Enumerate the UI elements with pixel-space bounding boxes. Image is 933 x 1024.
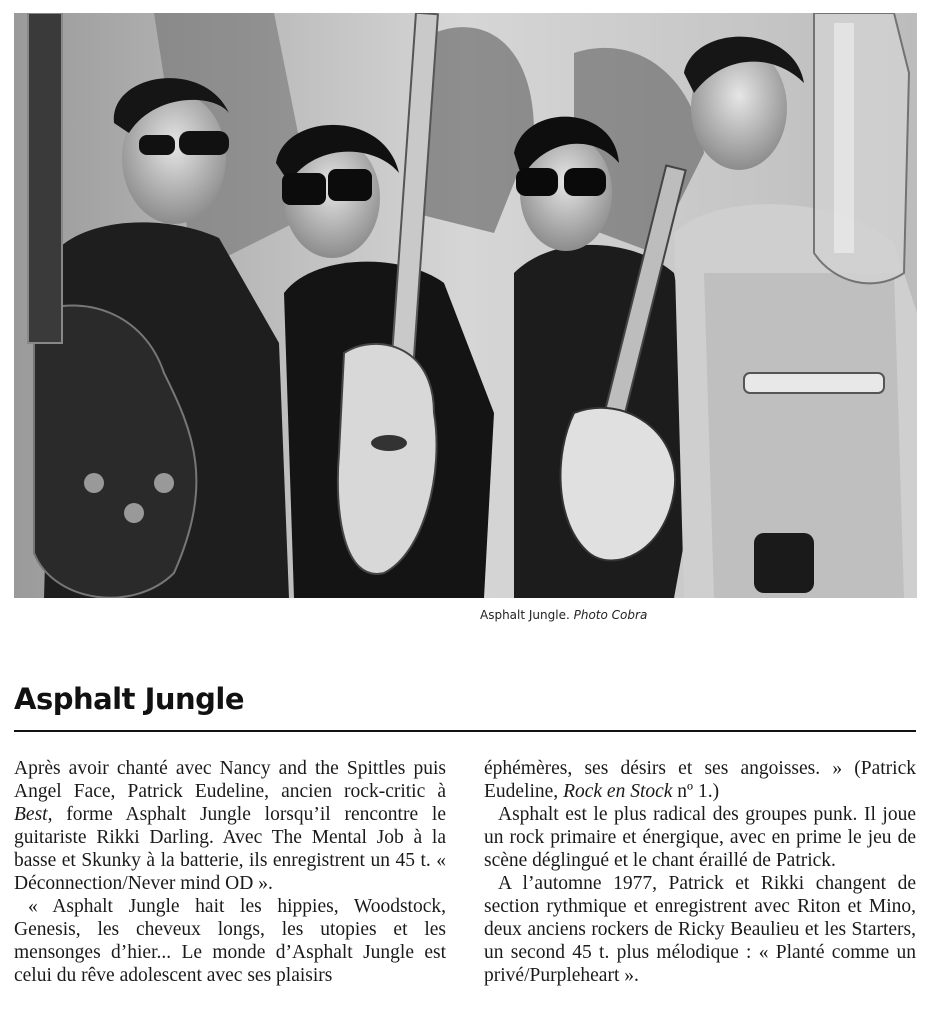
headline-rule [14,730,916,732]
article-headline: Asphalt Jungle [14,682,245,716]
paragraph-radical: Asphalt est le plus radical des groupes punk. Il joue un rock primaire et énergique, avec en prime le jeu de scène déglingué et le chant éraillé de Patrick. [484,804,916,871]
text-run: éphémères, ses désirs et ses angoisses. » (Patrick Eudeline, [484,758,916,802]
text-run: forme Asphalt Jungle lorsqu’il rencontre le guitariste Rikki Darling. Avec The Mental Job à la basse et Skunky à la batterie, ils enregistrent un 45 t. « Déconnection/Never mind OD ». [14,804,446,894]
text-run: nº 1.) [672,781,720,802]
italic-rock-en-stock: Rock en Stock [563,781,673,802]
article-column-left [14,757,446,987]
paragraph-quote-end [484,757,916,803]
italic-magazine-best: Best, [14,804,53,825]
band-photo [14,13,917,598]
text-run: Après avoir chanté avec Nancy and the Spittles puis Angel Face, Patrick Eudeline, ancien rock-critic à [14,758,446,802]
band-photo-illustration [14,13,917,598]
caption-title: Asphalt Jungle. [480,608,570,622]
photo-caption [480,608,647,622]
paragraph-intro [14,757,446,895]
article-column-right [484,757,916,987]
caption-credit: Photo Cobra [573,608,648,622]
paragraph-autumn-1977: A l’automne 1977, Patrick et Rikki changent de section rythmique et enregistrent avec Riton et Mino, deux anciens rockers de Ricky Beaulieu et les Starters, un second 45 t. plus mélodique : « Planté comme un privé/Purpleheart ». [484,873,916,986]
paragraph-quote: « Asphalt Jungle hait les hippies, Woodstock, Genesis, les cheveux longs, les utopies et les mensonges d’hier... Le monde d’Asphalt Jungle est celui du rêve adolescent avec ses plaisirs [14,896,446,986]
